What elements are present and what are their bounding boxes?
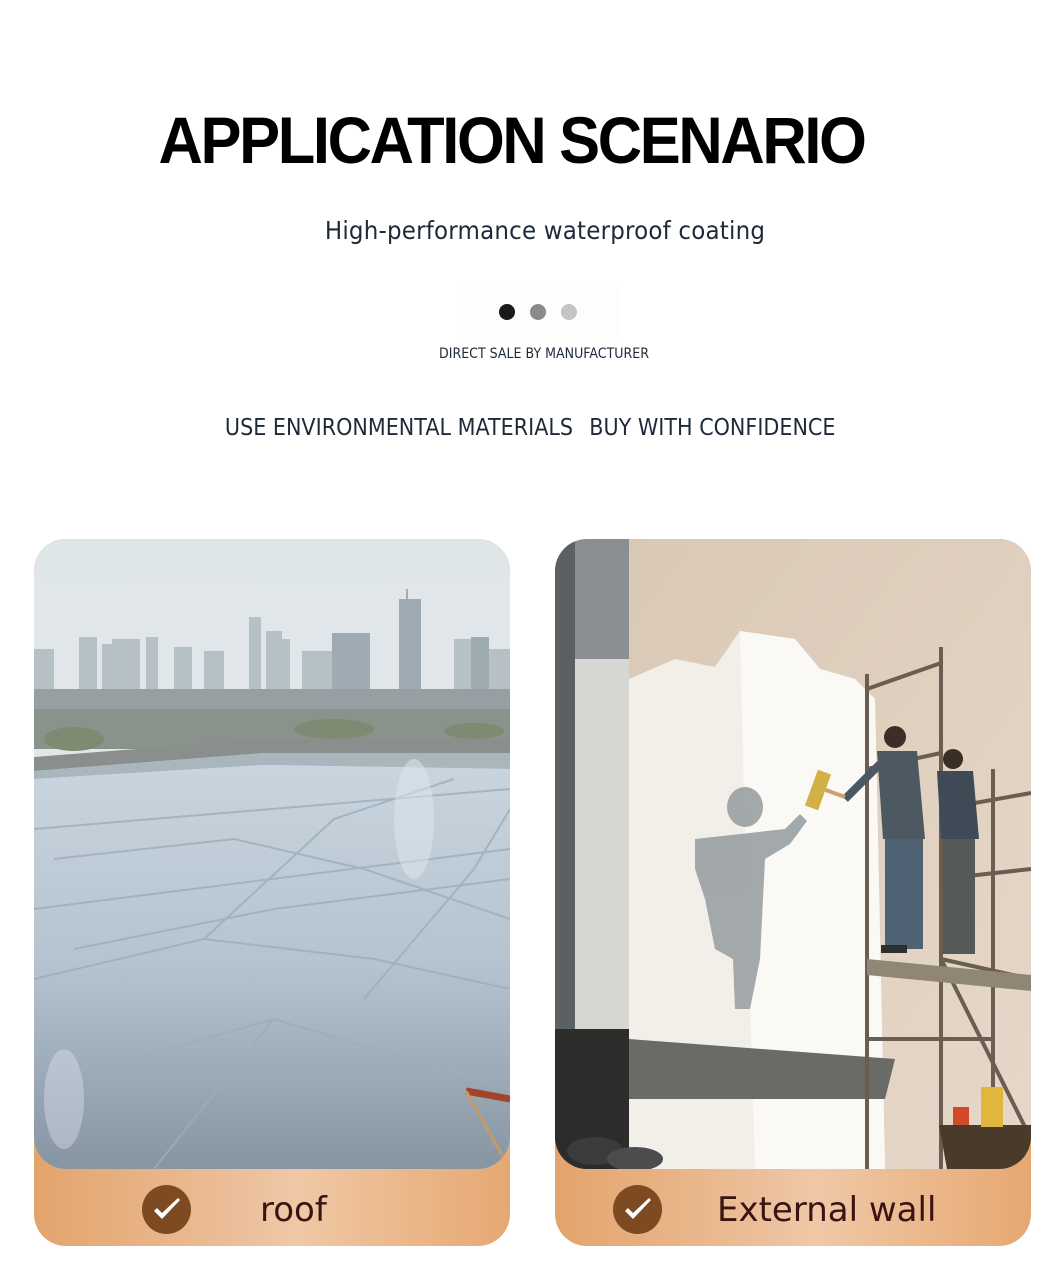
carousel-dot-3[interactable] [561, 304, 577, 320]
tagline-confidence: BUY WITH CONFIDENCE [589, 415, 836, 441]
page-subtitle: High-performance waterproof coating [324, 216, 766, 245]
scenario-card-roof [34, 539, 510, 1246]
direct-sale-tagline: DIRECT SALE BY MANUFACTURER [439, 346, 649, 362]
page-title: APPLICATION SCENARIO [158, 103, 865, 177]
scenario-label-roof: roof [260, 1190, 327, 1230]
roof-image [34, 539, 510, 1169]
tagline-environmental: USE ENVIRONMENTAL MATERIALS [224, 415, 573, 441]
scenario-label-external-wall: External wall [717, 1190, 937, 1230]
tagline-row [0, 412, 1060, 444]
external-wall-image [555, 539, 1031, 1169]
carousel-dot-2[interactable] [530, 304, 546, 320]
check-icon [613, 1185, 662, 1234]
carousel-indicators [456, 287, 620, 337]
carousel-dot-1[interactable] [499, 304, 515, 320]
scenario-card-external-wall [555, 539, 1031, 1246]
check-icon [142, 1185, 191, 1234]
